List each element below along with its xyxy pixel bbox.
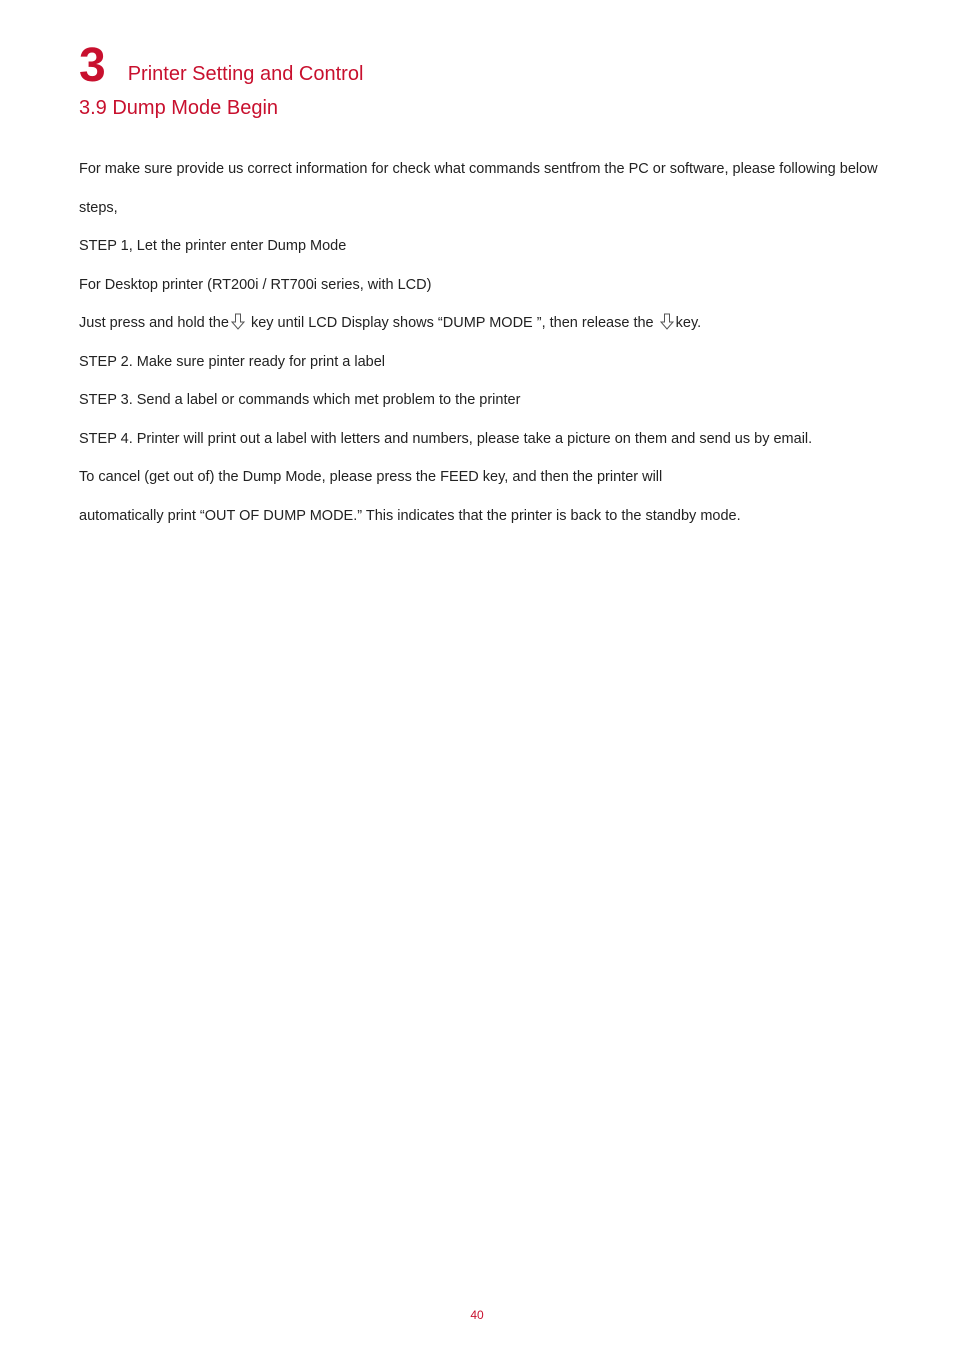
step-3: STEP 3. Send a label or commands which met problem to the printer [79, 392, 521, 408]
section-title: 3.9 Dump Mode Begin [79, 97, 279, 119]
chapter-number: 3 [79, 39, 106, 92]
chapter-title: Printer Setting and Control [127, 63, 364, 85]
press-text-a: Just press and hold the [79, 315, 229, 331]
desktop-note: For Desktop printer (RT200i / RT700i series, with LCD) [79, 276, 432, 293]
press-text-b: key until LCD Display shows “DUMP MODE ”, then release the [250, 315, 654, 331]
down-arrow-key-icon [660, 313, 674, 330]
cancel-line-1: To cancel (get out of) the Dump Mode, please press the FEED key, and then the printer will [79, 469, 663, 485]
press-text-c: key. [675, 315, 702, 331]
chapter-header [79, 40, 363, 90]
intro-line-2: steps, [79, 199, 118, 216]
step-4: STEP 4. Printer will print out a label with letters and numbers, please take a picture on them and send us by email. [79, 430, 813, 447]
body-text [79, 150, 954, 535]
step-1: STEP 1, Let the printer enter Dump Mode [79, 238, 347, 254]
intro-line-1: For make sure provide us correct information for check what commands sentfrom the PC or software, please following below [79, 161, 878, 177]
cancel-line-2: automatically print “OUT OF DUMP MODE.” This indicates that the printer is back to the standby mode. [79, 507, 741, 524]
press-instruction [79, 304, 954, 343]
step-2: STEP 2. Make sure pinter ready for print a label [79, 353, 385, 370]
down-arrow-key-icon [231, 313, 245, 330]
page-number: 40 [470, 1308, 484, 1322]
